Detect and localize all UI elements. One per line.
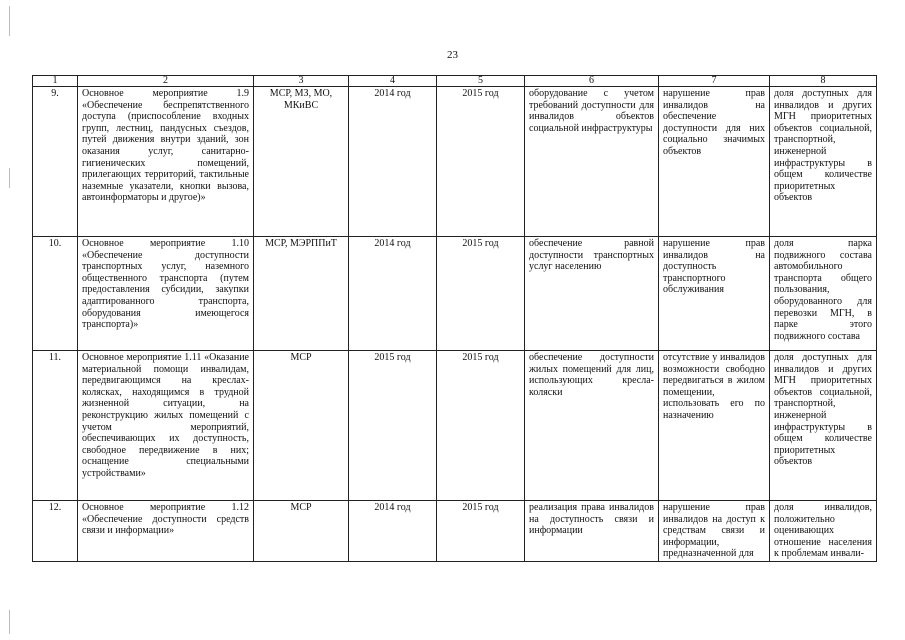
header-row xyxy=(33,76,877,87)
executor-cell: МСР, МЭРППиТ xyxy=(254,237,349,351)
consequence-cell: нарушение прав инвалидов на доступность транспортного обслуживания xyxy=(659,237,770,351)
column-header: 4 xyxy=(349,76,437,87)
measures-table xyxy=(32,75,877,562)
column-header: 5 xyxy=(437,76,525,87)
consequence-cell: нарушение прав инвалидов на обеспечение доступности для них социально значимых объектов xyxy=(659,87,770,237)
table-row xyxy=(33,351,877,501)
result-cell: оборудование с учетом требований доступности для инвалидов объектов социальной инфраструктуры xyxy=(525,87,659,237)
end-cell: 2015 год xyxy=(437,237,525,351)
measure-cell: Основное мероприятие 1.9 «Обеспечение беспрепятственного доступа (приспособление входных групп, лестниц, пандусных съездов, путей движения внутри зданий, зон оказания услуг, санитарно-гигиенических помещений, прилегающих территорий, тактильные наземные указатели, кнопки вызова, автоинформаторы и другое)» xyxy=(78,87,254,237)
column-header: 2 xyxy=(78,76,254,87)
end-cell: 2015 год xyxy=(437,501,525,562)
indicator-cell: доля инвалидов, положительно оценивающих отношение населения к проблемам инвали- xyxy=(770,501,877,562)
consequence-cell: нарушение прав инвалидов на доступ к средствам связи и информации, предназначенной для xyxy=(659,501,770,562)
start-cell: 2014 год xyxy=(349,501,437,562)
indicator-cell: доля доступных для инвалидов и других МГН приоритетных объектов социальной, транспортной, инженерной инфраструктуры в общем количестве приоритетных объектов xyxy=(770,351,877,501)
start-cell: 2014 год xyxy=(349,237,437,351)
column-header: 8 xyxy=(770,76,877,87)
start-cell: 2014 год xyxy=(349,87,437,237)
indicator-cell: доля парка подвижного состава автомобильного транспорта общего пользования, оборудованного для перевозки МГН, в парке этого подвижного состава xyxy=(770,237,877,351)
result-cell: реализация права инвалидов на доступность связи и информации xyxy=(525,501,659,562)
measure-cell: Основное мероприятие 1.11 «Оказание материальной помощи инвалидам, передвигающимся на креслах-колясках, находящимся в трудной жизненной ситуации, на реконструкцию жилых помещений с учетом мероприятий, обеспечивающих их доступность, свободное передвижение в них; оснащение специальными устройствами» xyxy=(78,351,254,501)
column-header: 1 xyxy=(33,76,78,87)
row-number: 11. xyxy=(33,351,78,501)
executor-cell: МСР, МЗ, МО, МКиВС xyxy=(254,87,349,237)
measure-cell: Основное мероприятие 1.12 «Обеспечение доступности средств связи и информации» xyxy=(78,501,254,562)
row-number: 9. xyxy=(33,87,78,237)
margin-mark xyxy=(9,6,10,36)
margin-mark xyxy=(9,610,10,634)
executor-cell: МСР xyxy=(254,351,349,501)
table-row xyxy=(33,501,877,562)
end-cell: 2015 год xyxy=(437,87,525,237)
table-row xyxy=(33,237,877,351)
executor-cell: МСР xyxy=(254,501,349,562)
result-cell: обеспечение равной доступности транспортных услуг населению xyxy=(525,237,659,351)
start-cell: 2015 год xyxy=(349,351,437,501)
column-header: 3 xyxy=(254,76,349,87)
indicator-cell: доля доступных для инвалидов и других МГН приоритетных объектов социальной, транспортной, инженерной инфраструктуры в общем количестве приоритетных объектов xyxy=(770,87,877,237)
column-header: 6 xyxy=(525,76,659,87)
row-number: 10. xyxy=(33,237,78,351)
row-number: 12. xyxy=(33,501,78,562)
measure-cell: Основное мероприятие 1.10 «Обеспечение доступности транспортных услуг, наземного общественного транспорта (путем предоставления субсидии, закупки адаптированного транспорта, оборудования имеющегося транспорта)» xyxy=(78,237,254,351)
end-cell: 2015 год xyxy=(437,351,525,501)
table-row xyxy=(33,87,877,237)
column-header: 7 xyxy=(659,76,770,87)
consequence-cell: отсутствие у инвалидов возможности свободно передвигаться в жилом помещении, использовать его по назначению xyxy=(659,351,770,501)
result-cell: обеспечение доступности жилых помещений для лиц, использующих кресла-коляски xyxy=(525,351,659,501)
page-number: 23 xyxy=(447,49,458,61)
margin-mark xyxy=(9,168,10,188)
